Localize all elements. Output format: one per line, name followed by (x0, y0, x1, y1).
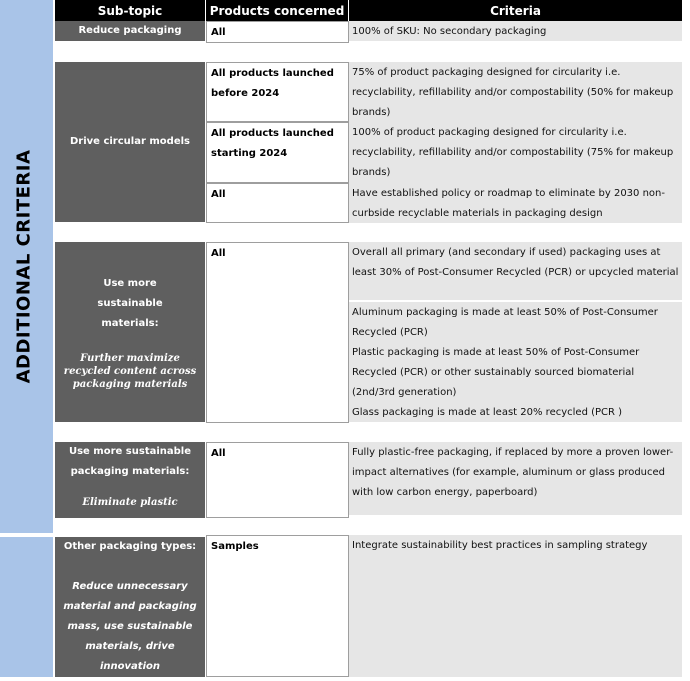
products-plastic: All (206, 442, 349, 518)
subtopic-circular-label: Drive circular models (70, 136, 190, 147)
products-circular-before-2024: All products launched before 2024 (206, 62, 349, 122)
side-band-bottom (0, 537, 53, 677)
subtopic-plastic-note: Eliminate plastic (82, 497, 178, 508)
criteria-materials-plastic: Plastic packaging is made at least 50% of Post-Consumer Recycled (PCR) or other sustainably sourced biomaterial (2nd/3rd generation) (349, 342, 682, 402)
products-materials: All (206, 242, 349, 423)
criteria-circular-from-2024: 100% of product packaging designed for circularity i.e. recyclability, refillability and/or compostability (75% for makeup brands) (349, 122, 682, 183)
subtopic-materials-label: Use more sustainable materials: (97, 277, 163, 329)
products-other: Samples (206, 535, 349, 677)
subtopic-other-packaging (55, 537, 205, 677)
criteria-materials-glass: Glass packaging is made at least 20% recycled (PCR ) (349, 402, 682, 422)
subtopic-sustainable-materials (55, 242, 205, 422)
subtopic-materials-note: Further maximize recycled content across packaging materials (63, 352, 197, 390)
subtopic-plastic-label: Use more sustainable packaging materials: (68, 446, 192, 477)
side-label-container (0, 0, 48, 533)
subtopic-other-label: Other packaging types: (63, 541, 197, 552)
products-circular-from-2024: All products launched starting 2024 (206, 122, 349, 183)
subtopic-drive-circular (55, 62, 205, 222)
header-criteria: Criteria (349, 0, 682, 21)
subtopic-eliminate-plastic (55, 442, 205, 518)
criteria-circular-before-2024: 75% of product packaging designed for circularity i.e. recyclability, refillability and/or compostability (50% for makeup brands) (349, 62, 682, 122)
criteria-other: Integrate sustainability best practices in sampling strategy (349, 535, 682, 677)
criteria-reduce: 100% of SKU: No secondary packaging (349, 21, 682, 41)
criteria-materials-aluminum: Aluminum packaging is made at least 50% of Post-Consumer Recycled (PCR) (349, 302, 682, 342)
subtopic-reduce-label: Reduce packaging (78, 25, 182, 36)
products-circular-all: All (206, 183, 349, 223)
products-reduce: All (206, 21, 349, 43)
subtopic-reduce-packaging (55, 21, 205, 41)
header-products: Products concerned (206, 0, 348, 21)
criteria-circular-all: Have established policy or roadmap to eliminate by 2030 non-curbside recyclable materials in packaging design (349, 183, 682, 223)
header-subtopic: Sub-topic (55, 0, 205, 21)
criteria-plastic: Fully plastic-free packaging, if replaced by more a proven lower-impact alternatives (for example, aluminum or glass produced with low carbon energy, paperboard) (349, 442, 682, 515)
side-label: ADDITIONAL CRITERIA (13, 149, 35, 384)
subtopic-other-note: Reduce unnecessary material and packaging mass, use sustainable materials, drive innovation (63, 581, 197, 672)
criteria-materials-overall: Overall all primary (and secondary if used) packaging uses at least 30% of Post-Consumer Recycled (PCR) or upcycled material (349, 242, 682, 300)
